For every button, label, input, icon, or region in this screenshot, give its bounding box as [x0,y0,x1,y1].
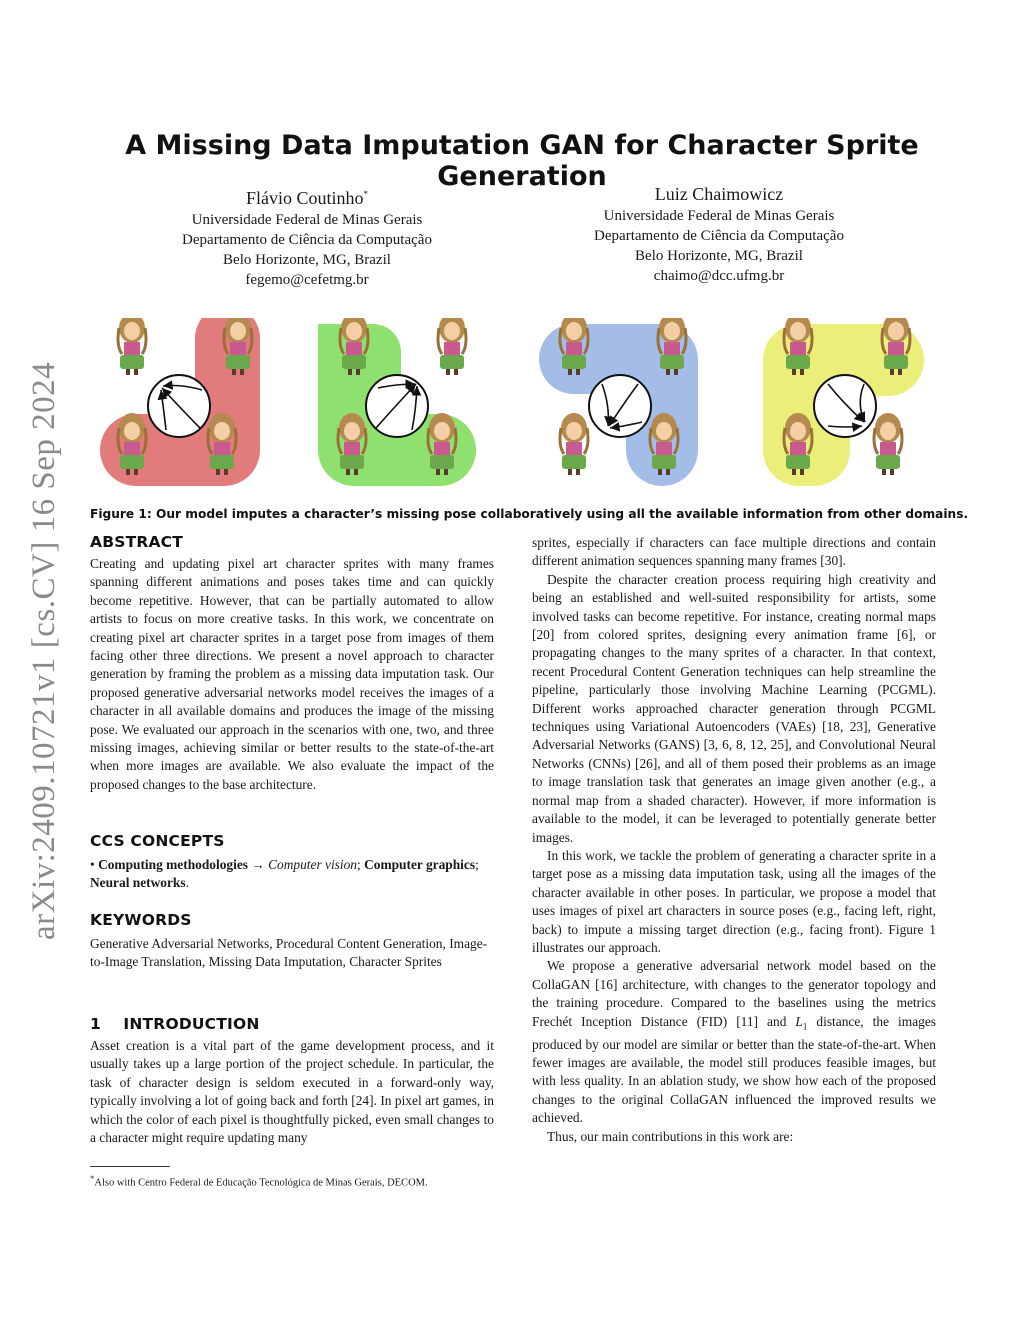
intro-paragraph-1-continued: sprites, especially if characters can face multiple directions and contain different animation sequences spanning many frames [30]. [532,535,936,569]
intro-paragraph-3: In this work, we tackle the problem of generating a character sprite in a target pose as a missing data imputation task, using all the images of the character available in other poses. In particular, we propose a model that uses images of pixel art characters in source poses (e.g., facing left, right, back) to impute a missing target direction (e.g., facing front). Figure 1 illustrates our approach. [532,847,936,955]
introduction-heading: 1 INTRODUCTION [90,1015,260,1033]
ccs-heading: CCS CONCEPTS [90,832,225,850]
author-location: Belo Horizonte, MG, Brazil [635,248,803,264]
panel-green [318,318,476,486]
intro-paragraph-1: Asset creation is a vital part of the game development process, and it usually takes up a large portion of the project schedule. In particular, the task of character design is seldom executed in a forward-only way, typically involving a lot of going back and forth [24]. In pixel art games, in which the color of each pixel is thoughtfully picked, even small changes to a character might require updating many [90,1038,494,1146]
keywords-text: Generative Adversarial Networks, Procedural Content Generation, Image-to-Image Translation, Missing Data Imputation, Character Sprites [90,936,488,970]
footnote: *Also with Centro Federal de Educação Tecnológica de Minas Gerais, DECOM. [90,1173,428,1189]
author-block-1 [117,182,497,290]
author-department: Departamento de Ciência da Computação [182,232,432,248]
character-sprite [118,318,146,375]
author-affiliation: Universidade Federal de Minas Gerais [603,208,835,224]
author-affiliation: Universidade Federal de Minas Gerais [191,212,423,228]
right-column [532,534,936,1146]
abstract-section [90,533,494,794]
character-sprite [874,413,902,475]
intro-paragraph-5: Thus, our main contributions in this work are: [547,1128,794,1144]
author-department: Departamento de Ciência da Computação [594,228,844,244]
keywords-section [90,911,494,972]
panel-blue [539,318,698,486]
panel-yellow [763,318,924,486]
introduction-section [90,1015,494,1147]
abstract-heading: ABSTRACT [90,533,184,551]
figure-caption: Figure 1: Our model imputes a character’s missing pose collaboratively using all the available information from other domains. [90,507,969,521]
author-location: Belo Horizonte, MG, Brazil [223,252,391,268]
author-email: fegemo@cefetmg.br [245,272,369,288]
author-name: Luiz Chaimowicz [654,184,784,204]
keywords-heading: KEYWORDS [90,911,192,929]
author-name: Flávio Coutinho* [245,188,368,208]
arxiv-identifier: arXiv:2409.10721v1 [cs.CV] 16 Sep 2024 [26,361,62,940]
author-email: chaimo@dcc.ufmg.br [653,268,785,284]
character-sprite [438,318,466,375]
paper-title: A Missing Data Imputation GAN for Character Sprite Generation [125,130,919,192]
abstract-text: Creating and updating pixel art character sprites with many frames spanning different animations and poses takes time and can quickly become repetitive. However, that can be partially automated to allow artists to focus on more creative tasks. In this work, we concentrate on creating pixel art character sprites in a target pose from images of them facing other three directions. We present a novel approach to character generation by framing the problem as a missing data imputation task. Our proposed generative adversarial networks model receives the images of a character in all available domains and produces the image of the missing pose. We evaluated our approach in the scenarios with one, two, and three missing images, achieving similar or better results to the state-of-the-art when more images are available. We also evaluate the impact of the proposed changes to the base architecture. [90,556,494,792]
ccs-text: • Computing methodologies → Computer vision; Computer graphics; Neural networks. [90,857,479,891]
panel-red [100,318,260,486]
footnote-mark: * [363,189,368,199]
intro-paragraph-2: Despite the character creation process requiring high creativity and being an established and well-suited responsibility for artists, some involved tasks can become repetitive. For instance, creating normal maps [20] from colored sprites, designing every animation frame [6], or propagating changes to the many sprites of a character. In that context, recent Procedural Content Generation techniques can help streamline the pipeline, particularly those involving Machine Learning (PCGML). Different works approached character generation through PCGML techniques using Variational Autoencoders (VAEs) [18, 23], Generative Adversarial Networks (GANS) [3, 6, 8, 12, 25], and Convolutional Neural Networks (CNNs) [26], and all of them posed their problems as an image to image translation task that generates an image given another (e.g., a normal map from a shaded character). However, if more information is available to the model, it can be leveraged to potentially generate better images. [532,571,936,845]
author-block-2 [529,182,909,286]
ccs-section [90,832,494,893]
intro-paragraph-4: We propose a generative adversarial network model based on the CollaGAN [16] architecture, with changes to the generator topology and the training procedure. Compared to the baselines using the metrics Frechét Inception Distance (FID) [11] and $L_1$ distance, the images produced by our model are similar or better than the state-of-the-art. When fewer images are available, the model still produces feasible images, but with less quality. In an ablation study, we show how each of the proposed changes to the original CollaGAN influenced the improved results we achieved. [532,958,936,1126]
imputation-circle [589,375,651,437]
figure-1-illustration [90,318,935,493]
character-sprite [560,413,588,475]
footnote-rule [90,1166,170,1167]
